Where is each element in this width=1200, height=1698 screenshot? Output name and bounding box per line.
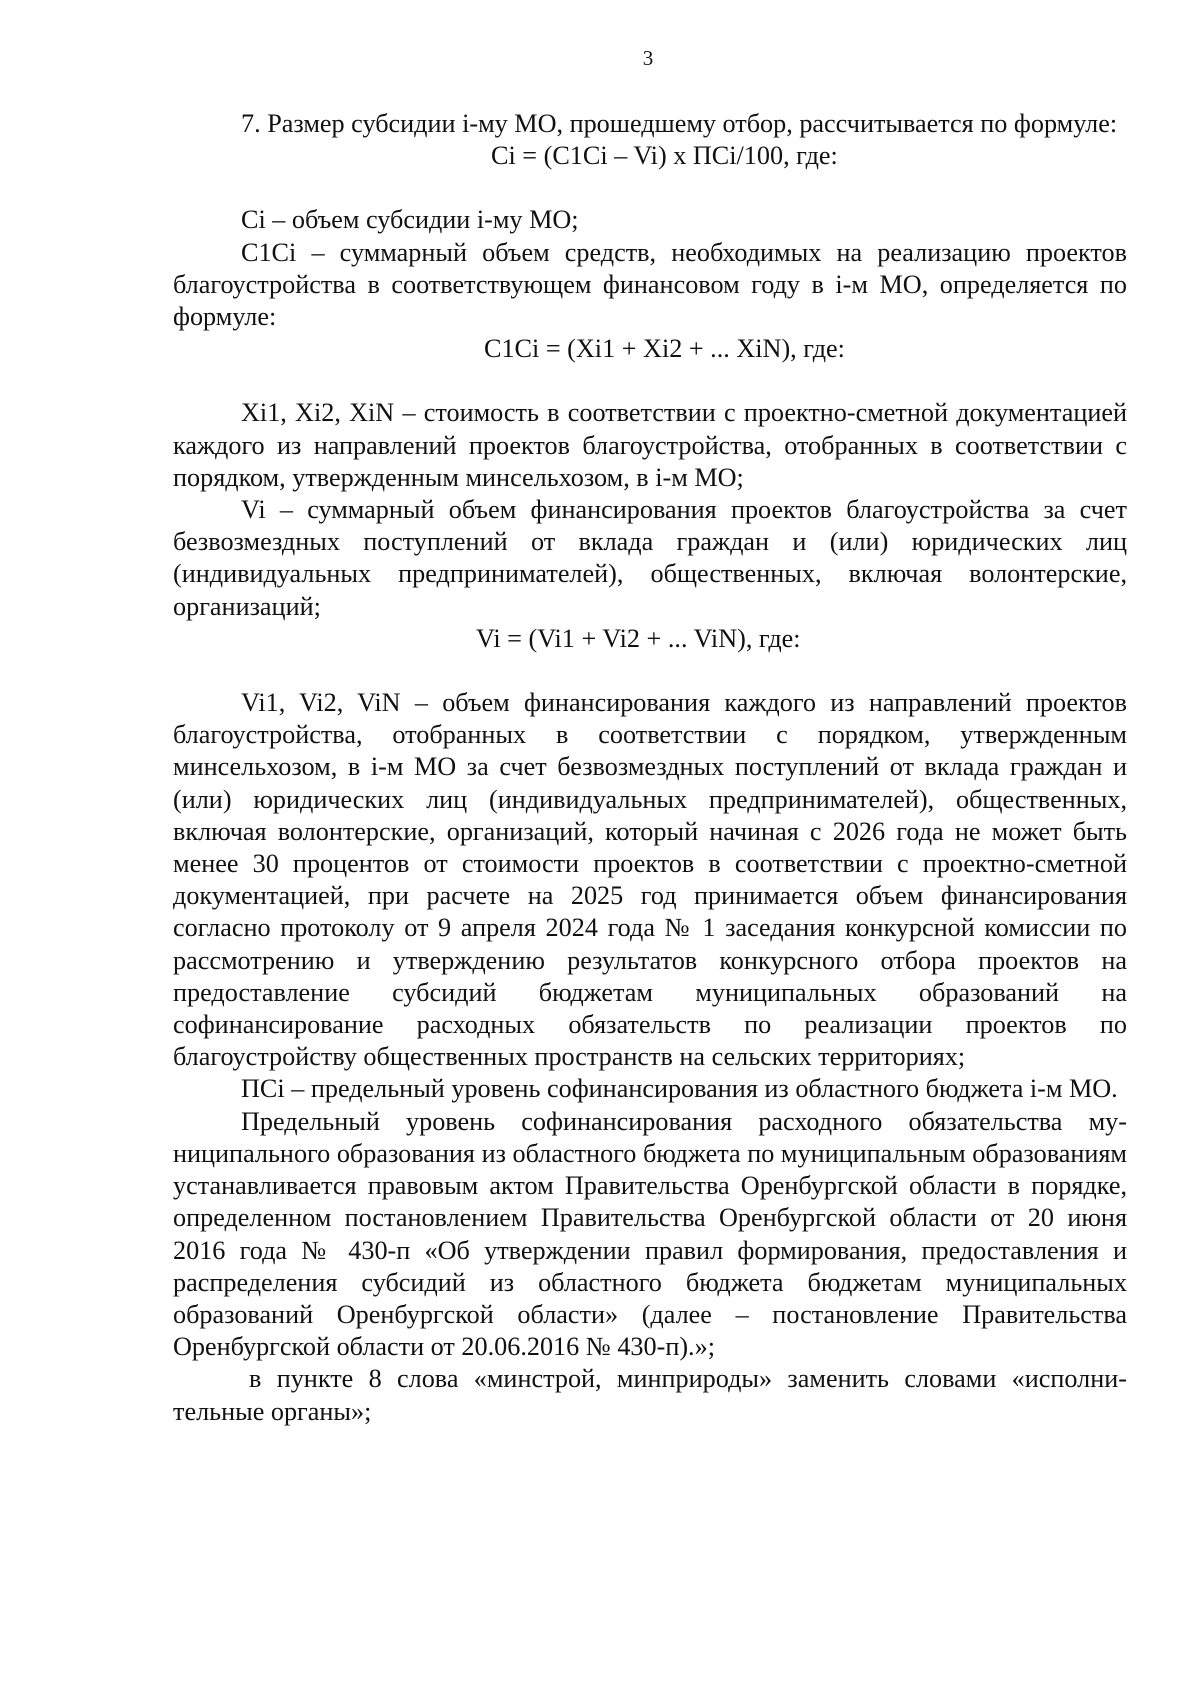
definition-vi-components: Vi1, Vi2, ViN – объем финансирования каждого из направлений проектов благоустройства, отобранных в соответствии с порядком, утвержденным минсельхозом, в i-м МО за счет безвозмездных поступлений от вклада граждан и (или) юридических лиц (индивидуальных предпринимателей), общественных, включая волонтерские, организаций, который начиная с 2026 года не может быть менее 30 процентов от стоимости проектов в соответствии с проектно-сметной документацией, при расчете на 2025 год принимается объем финансирования согласно протоколу от 9 апреля 2024 года № 1 заседания конкурсной комиссии по рассмотрению и утверждению результатов конкурсного отбора проектов на предоставление субсидий бюджетам муниципальных образований на софинансирование расходных обязательств по реализации проектов по благоустройству общественных пространств на сельских территориях; — [173, 688, 1127, 1072]
definition-ci: Ci – объем субсидии i-му МО; — [241, 205, 579, 235]
paragraph-item-8-amendment: в пункте 8 слова «минстрой, минприроды» заменить словами «исполнительные органы»; — [173, 1364, 1127, 1426]
paragraph-subsidy-size: 7. Размер субсидии i-му МО, прошедшему отбор, рассчитывается по формуле: — [241, 109, 1118, 138]
definition-xi: Xi1, Xi2, XiN – стоимость в соответствии с проектно-сметной документацией каждого из направлений проектов благоустройства, отобранных в соответствии с порядком, утвержденным минсельхозом, в i-м МО; — [173, 398, 1127, 492]
document-body — [173, 108, 1127, 1428]
page-number: 3 — [642, 46, 654, 70]
formula-vi: Vi = (Vi1 + Vi2 + ... ViN), где: — [476, 623, 801, 653]
formula-ci: Ci = (C1Ci – Vi) x ПСi/100, где: — [491, 141, 838, 171]
definition-psi: ПСi – предельный уровень софинансирования из областного бюджета i-м МО. — [241, 1074, 1118, 1104]
formula-c1ci: C1Ci = (Xi1 + Xi2 + ... XiN), где: — [484, 334, 845, 364]
paragraph-cofinancing-level: Предельный уровень софинансирования расходного обязательства муниципального образования из областного бюджета по муниципальным образованиям устанавливается правовым актом Правительства Оренбургской области в порядке, определенном постановлением Правительства Оренбургской области от 20 июня 2016 года № 430-п «Об утверждении правил формирования, предоставления и распределения субсидий из областного бюджета бюджетам муниципальных образований Оренбургской области» (далее – постановление Правительства Оренбургской области от 20.06.2016 № 430-п).»; — [173, 1106, 1127, 1362]
definition-vi: Vi – суммарный объем финансирования проектов благоустройства за счет безвозмездных поступлений от вклада граждан и (или) юридических лиц (индивидуальных предпринимателей), общественных, включая волонтерские, организаций; — [173, 495, 1127, 621]
definition-c1ci: C1Ci – суммарный объем средств, необходимых на реализацию проектов благоустройства в соответствующем финансовом году в i-м МО, определяется по формуле: — [173, 237, 1127, 332]
